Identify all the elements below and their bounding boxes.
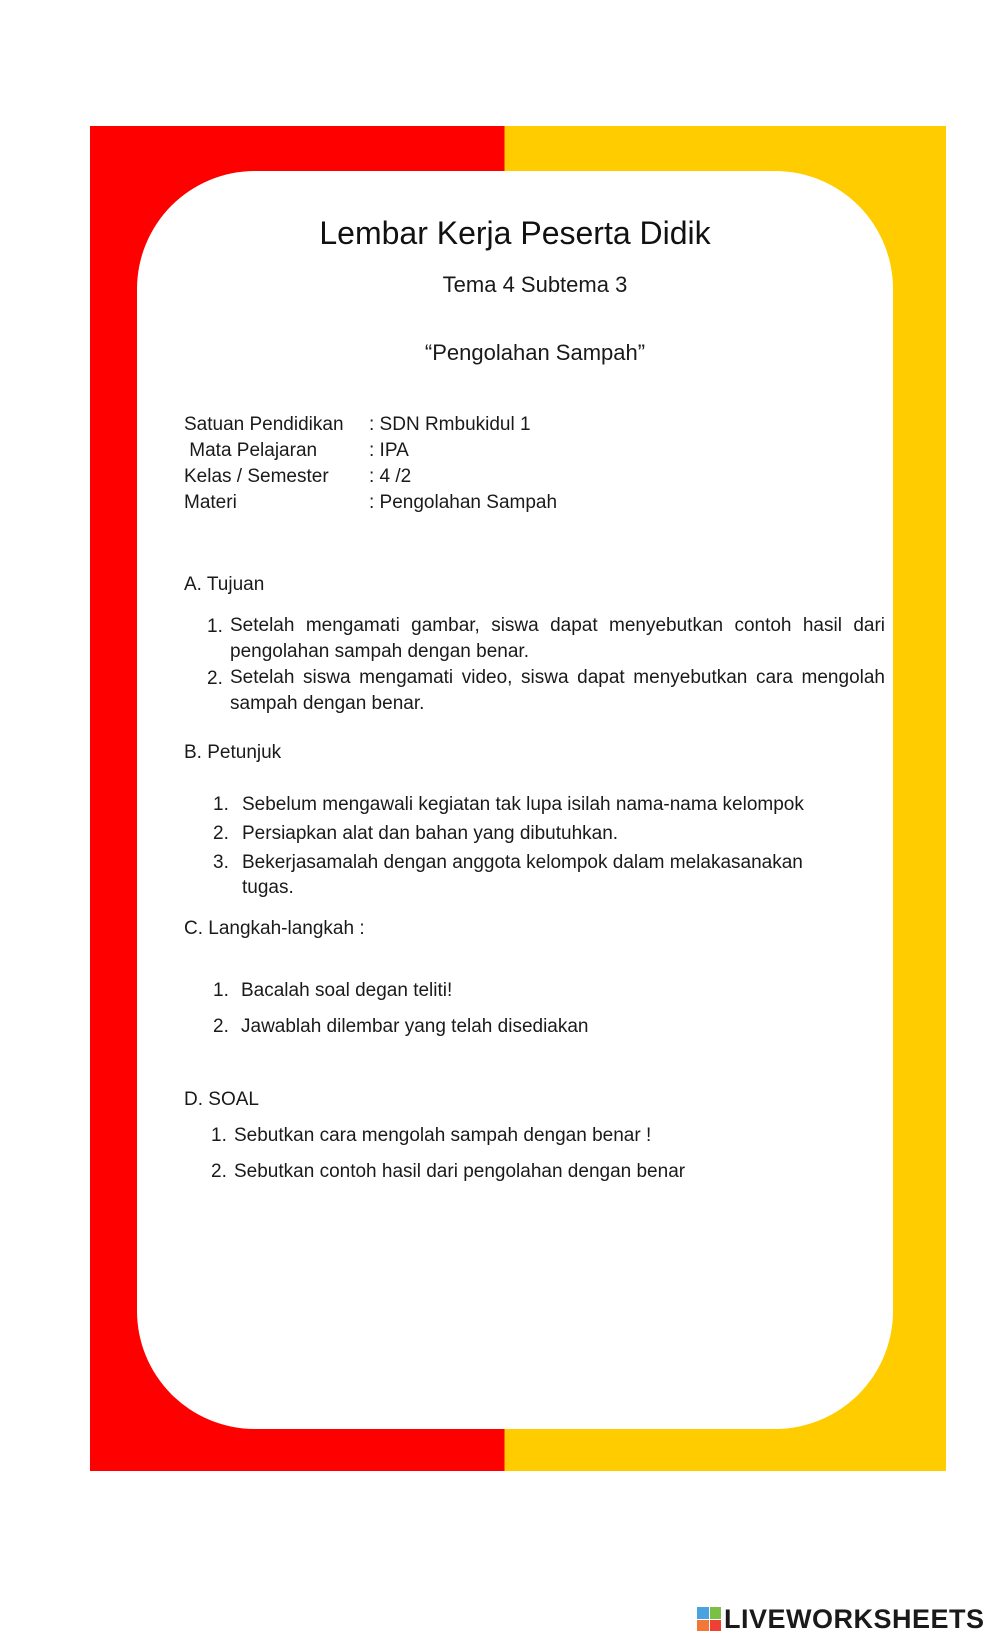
list-number: 1. bbox=[213, 794, 229, 815]
liveworksheets-logo-icon bbox=[697, 1607, 721, 1631]
section-heading-tujuan: A. Tujuan bbox=[184, 574, 265, 595]
worksheet-title: Lembar Kerja Peserta Didik bbox=[319, 215, 711, 251]
worksheet-subtitle: Tema 4 Subtema 3 bbox=[442, 272, 628, 297]
section-heading-petunjuk: B. Petunjuk bbox=[184, 742, 282, 763]
section-heading-soal: D. SOAL bbox=[184, 1089, 259, 1110]
info-value: : 4 /2 bbox=[369, 466, 412, 487]
soal-item-1: Sebutkan cara mengolah sampah dengan benar ! bbox=[234, 1125, 652, 1146]
tujuan-item-2-line1: Setelah siswa mengamati video, siswa dapat menyebutkan cara mengolah bbox=[230, 667, 885, 688]
list-number: 2. bbox=[211, 1161, 227, 1182]
list-number: 2. bbox=[207, 668, 223, 689]
petunjuk-item-3: Bekerjasamalah dengan anggota kelompok dalam melakasanakan bbox=[242, 852, 803, 873]
info-label: Mata Pelajaran bbox=[184, 440, 318, 461]
section-heading-langkah: C. Langkah-langkah : bbox=[184, 918, 365, 939]
list-number: 3. bbox=[213, 852, 229, 873]
petunjuk-item-2: Persiapkan alat dan bahan yang dibutuhkan. bbox=[242, 823, 619, 844]
tujuan-item-1-line1: Setelah mengamati gambar, siswa dapat menyebutkan contoh hasil dari bbox=[230, 615, 885, 636]
tujuan-item-2-line2: sampah dengan benar. bbox=[230, 693, 425, 714]
list-number: 2. bbox=[213, 1016, 229, 1037]
info-value: : Pengolahan Sampah bbox=[369, 492, 558, 513]
petunjuk-item-1: Sebelum mengawali kegiatan tak lupa isilah nama-nama kelompok bbox=[242, 794, 804, 815]
info-value: : SDN Rmbukidul 1 bbox=[369, 414, 531, 435]
petunjuk-item-3-cont: tugas. bbox=[242, 877, 294, 898]
info-value: : IPA bbox=[369, 440, 409, 461]
tujuan-item-1-line2: pengolahan sampah dengan benar. bbox=[230, 641, 529, 662]
liveworksheets-logo[interactable] bbox=[697, 1604, 985, 1634]
list-number: 1. bbox=[213, 980, 229, 1001]
soal-item-2: Sebutkan contoh hasil dari pengolahan dengan benar bbox=[234, 1161, 686, 1182]
langkah-item-2: Jawablah dilembar yang telah disediakan bbox=[241, 1016, 589, 1037]
list-number: 2. bbox=[213, 823, 229, 844]
liveworksheets-brand: LIVEWORKSHEETS bbox=[724, 1603, 985, 1634]
info-label: Kelas / Semester bbox=[184, 466, 329, 487]
langkah-item-1: Bacalah soal degan teliti! bbox=[241, 980, 453, 1001]
worksheet-topic: “Pengolahan Sampah” bbox=[424, 340, 646, 365]
list-number: 1. bbox=[207, 616, 223, 637]
info-label: Materi bbox=[184, 492, 237, 513]
list-number: 1. bbox=[211, 1125, 227, 1146]
info-label: Satuan Pendidikan bbox=[184, 414, 344, 435]
